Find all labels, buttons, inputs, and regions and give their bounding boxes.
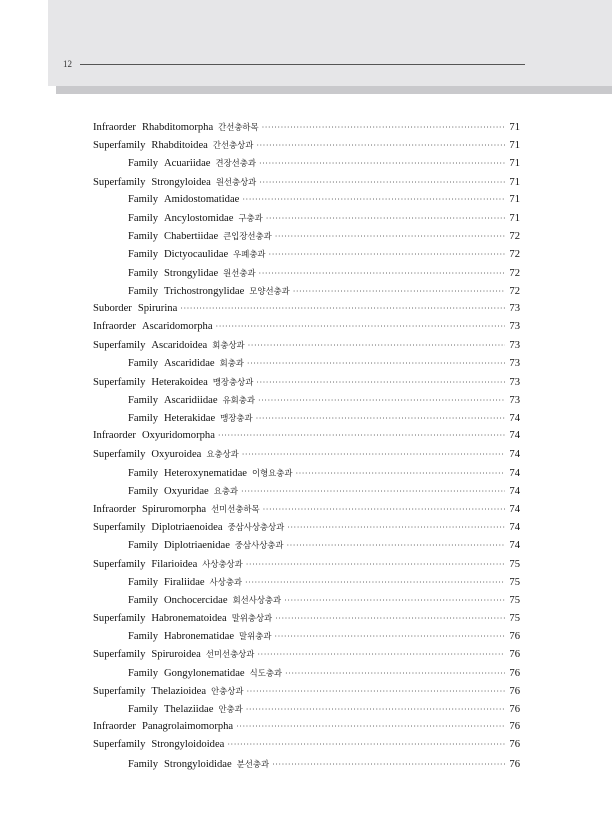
toc-entry-page-number: 73 — [509, 358, 520, 370]
toc-entry — [93, 558, 520, 576]
page-header-band — [48, 0, 612, 86]
toc-entry — [93, 467, 520, 485]
toc-entry — [93, 321, 520, 339]
toc-dot-leader — [242, 195, 505, 204]
toc-entry — [93, 303, 520, 321]
toc-entry — [93, 212, 520, 230]
toc-dot-leader — [236, 722, 505, 731]
toc-dot-leader — [295, 469, 505, 478]
toc-entry-taxon-name: Panagrolaimomorpha — [141, 721, 234, 733]
toc-entry — [93, 121, 520, 139]
toc-entry-rank: Superfamily — [93, 340, 146, 352]
toc-entry-rank: Family — [128, 285, 159, 297]
toc-entry-korean-name: 선미선충하목 — [211, 503, 260, 514]
toc-entry-rank: Family — [128, 704, 159, 715]
toc-entry-page-number: 71 — [509, 212, 520, 224]
toc-entry — [93, 576, 520, 594]
toc-entry-taxon-name: Heterakidae — [164, 413, 216, 424]
toc-entry-rank: Superfamily — [93, 613, 146, 625]
toc-entry — [93, 394, 520, 412]
toc-entry-rank: Family — [128, 249, 159, 261]
toc-dot-leader — [275, 614, 505, 623]
toc-entry — [93, 539, 520, 557]
toc-dot-leader — [263, 505, 505, 514]
toc-entry-page-number: 74 — [509, 522, 520, 534]
toc-entry-taxon-name: Oxyuridomorpha — [141, 430, 215, 442]
toc-entry-page-number: 73 — [509, 376, 520, 388]
toc-entry — [93, 248, 520, 266]
toc-entry-rank: Family — [128, 394, 159, 406]
toc-dot-leader — [284, 596, 505, 605]
toc-dot-leader — [246, 560, 505, 569]
toc-entry-korean-name: 간선충상과 — [212, 140, 254, 151]
toc-dot-leader — [246, 705, 505, 714]
toc-entry-rank: Suborder — [93, 302, 132, 314]
toc-entry-rank: Infraorder — [93, 503, 136, 515]
toc-entry — [93, 412, 520, 430]
toc-entry — [93, 612, 520, 630]
toc-entry-korean-name: 원선충과 — [223, 267, 256, 278]
toc-entry — [93, 758, 520, 776]
toc-dot-leader — [242, 450, 505, 459]
toc-entry-page-number: 74 — [509, 430, 520, 442]
table-of-contents — [93, 121, 520, 776]
toc-entry-rank: Family — [128, 158, 159, 170]
toc-entry-rank: Family — [128, 631, 159, 643]
toc-entry-taxon-name: Chabertiidae — [164, 231, 219, 243]
toc-entry-korean-name: 식도충과 — [249, 667, 283, 678]
toc-entry-rank: Family — [128, 485, 159, 497]
toc-dot-leader — [262, 123, 505, 132]
toc-entry-page-number: 76 — [509, 758, 520, 770]
page-header-shadow — [56, 86, 612, 94]
toc-entry-korean-name: 회충과 — [219, 358, 244, 369]
toc-entry-page-number: 75 — [509, 613, 520, 625]
toc-dot-leader — [256, 414, 505, 423]
toc-entry-taxon-name: Diplotriaenoidea — [151, 522, 223, 534]
toc-entry-taxon-name: Heterakoidea — [151, 376, 208, 388]
toc-entry-taxon-name: Habronematoidea — [151, 613, 227, 625]
toc-entry — [93, 194, 520, 212]
toc-entry-taxon-name: Rhabditomorpha — [141, 122, 214, 133]
toc-dot-leader — [248, 341, 505, 350]
toc-entry — [93, 485, 520, 503]
toc-entry-rank: Superfamily — [93, 685, 146, 697]
toc-entry-rank: Superfamily — [93, 176, 146, 188]
toc-entry-korean-name: 유회충과 — [222, 394, 255, 405]
toc-entry-rank: Infraorder — [93, 321, 136, 333]
toc-entry — [93, 630, 520, 648]
toc-entry-korean-name: 선미선충상과 — [205, 649, 255, 660]
toc-entry-taxon-name: Ascarididae — [164, 358, 215, 370]
toc-dot-leader — [256, 141, 505, 150]
header-rule — [80, 64, 525, 65]
toc-dot-leader — [259, 159, 505, 168]
toc-entry — [93, 594, 520, 612]
page-number: 12 — [63, 59, 72, 69]
toc-entry-taxon-name: Oxyuridae — [164, 485, 209, 497]
toc-entry-rank: Family — [128, 413, 159, 424]
toc-entry-page-number: 74 — [509, 503, 520, 515]
toc-dot-leader — [246, 687, 505, 696]
toc-entry-korean-name: 모양선충과 — [249, 285, 290, 296]
toc-entry-page-number: 76 — [509, 649, 520, 661]
toc-dot-leader — [218, 431, 505, 440]
toc-entry-page-number: 72 — [509, 231, 520, 243]
toc-entry — [93, 139, 520, 157]
toc-dot-leader — [257, 650, 505, 659]
toc-entry-page-number: 73 — [509, 302, 520, 314]
toc-entry — [93, 176, 520, 194]
toc-entry — [93, 739, 520, 757]
toc-entry-page-number: 72 — [509, 267, 520, 279]
toc-entry — [93, 357, 520, 375]
toc-entry-taxon-name: Firaliidae — [164, 576, 205, 588]
toc-entry-page-number: 74 — [509, 540, 520, 552]
toc-entry-korean-name: 구충과 — [238, 212, 263, 223]
toc-dot-leader — [227, 740, 505, 749]
toc-entry-taxon-name: Oxyuroidea — [151, 449, 202, 461]
toc-entry — [93, 503, 520, 521]
toc-entry-korean-name: 사상충과 — [209, 576, 243, 587]
toc-dot-leader — [266, 214, 505, 223]
toc-entry-korean-name: 회선사상충과 — [232, 594, 282, 605]
toc-entry-korean-name: 회충상과 — [212, 340, 245, 351]
toc-entry-page-number: 76 — [509, 739, 520, 751]
toc-entry-rank: Superfamily — [93, 449, 146, 461]
toc-entry-page-number: 71 — [509, 140, 520, 152]
toc-entry-rank: Family — [128, 576, 159, 588]
toc-entry — [93, 267, 520, 285]
toc-entry-rank: Family — [128, 212, 159, 224]
toc-dot-leader — [256, 378, 505, 387]
toc-entry — [93, 157, 520, 175]
toc-dot-leader — [293, 287, 505, 296]
toc-entry-taxon-name: Heteroxynematidae — [164, 467, 247, 479]
toc-entry-page-number: 74 — [509, 467, 520, 479]
toc-entry — [93, 685, 520, 703]
toc-dot-leader — [285, 669, 505, 678]
toc-entry-korean-name: 안충상과 — [211, 685, 244, 696]
toc-entry-korean-name: 사상충상과 — [202, 558, 243, 569]
toc-entry-page-number: 76 — [509, 721, 520, 733]
toc-entry-page-number: 76 — [509, 704, 520, 715]
toc-entry-taxon-name: Acuariidae — [164, 158, 211, 170]
toc-entry-korean-name: 맹장충과 — [220, 413, 253, 423]
toc-entry — [93, 521, 520, 539]
toc-entry-taxon-name: Ascaridoidea — [151, 340, 208, 352]
toc-entry-taxon-name: Gongylonematidae — [164, 667, 245, 679]
toc-entry-korean-name: 말위충상과 — [231, 613, 273, 624]
toc-entry — [93, 703, 520, 721]
toc-entry-taxon-name: Spirurina — [137, 302, 178, 314]
toc-entry-taxon-name: Habronematidae — [164, 631, 235, 643]
toc-entry-taxon-name: Strongyloidoidea — [151, 739, 225, 751]
toc-entry-rank: Infraorder — [93, 430, 136, 442]
toc-dot-leader — [287, 523, 505, 532]
toc-entry-taxon-name: Amidostomatidae — [164, 193, 240, 205]
toc-entry-rank: Superfamily — [93, 140, 146, 152]
toc-entry-korean-name: 원선충상과 — [215, 176, 257, 187]
toc-entry-taxon-name: Ascaridomorpha — [141, 321, 213, 333]
toc-entry-rank: Family — [128, 758, 159, 770]
toc-entry — [93, 448, 520, 466]
toc-entry-korean-name: 말위충과 — [239, 631, 272, 642]
toc-entry-rank: Superfamily — [93, 376, 146, 388]
toc-entry-page-number: 74 — [509, 485, 520, 497]
toc-entry-taxon-name: Thelazioidea — [151, 685, 207, 697]
toc-entry-korean-name: 우폐충과 — [233, 249, 266, 260]
toc-entry-page-number: 75 — [509, 576, 520, 588]
toc-entry-korean-name: 중삼사상충상과 — [227, 522, 285, 533]
toc-entry — [93, 648, 520, 666]
toc-entry-rank: Family — [128, 467, 159, 479]
toc-entry-taxon-name: Diplotriaenidae — [164, 540, 230, 552]
toc-entry-taxon-name: Trichostrongylidae — [164, 285, 245, 297]
toc-entry-page-number: 71 — [509, 158, 520, 170]
toc-dot-leader — [241, 487, 505, 496]
toc-dot-leader — [259, 178, 505, 187]
toc-entry-rank: Family — [128, 594, 159, 606]
toc-dot-leader — [269, 250, 505, 259]
toc-entry-page-number: 72 — [509, 249, 520, 261]
toc-entry-rank: Family — [128, 540, 159, 552]
toc-entry-page-number: 76 — [509, 667, 520, 679]
toc-entry-taxon-name: Strongyloididae — [164, 758, 232, 770]
toc-entry-korean-name: 분선충과 — [236, 758, 270, 769]
toc-entry-korean-name: 요충과 — [213, 485, 239, 496]
toc-entry-rank: Family — [128, 358, 159, 370]
toc-entry-taxon-name: Ascaridiidae — [164, 394, 218, 406]
toc-entry-korean-name: 중삼사상충과 — [234, 540, 284, 551]
toc-dot-leader — [274, 632, 505, 641]
toc-dot-leader — [258, 396, 505, 405]
toc-entry-korean-name: 맹장충상과 — [212, 376, 254, 387]
toc-entry-taxon-name: Ancylostomidae — [164, 212, 234, 224]
toc-dot-leader — [245, 578, 505, 587]
toc-entry-taxon-name: Onchocercidae — [164, 594, 228, 606]
toc-dot-leader — [259, 269, 505, 278]
toc-entry-page-number: 73 — [509, 321, 520, 333]
toc-entry-korean-name: 요충상과 — [206, 449, 239, 460]
toc-entry-korean-name: 안충과 — [218, 704, 243, 714]
toc-entry-page-number: 76 — [509, 631, 520, 643]
toc-entry-taxon-name: Thelaziidae — [164, 704, 214, 715]
toc-entry-rank: Infraorder — [93, 122, 136, 133]
toc-entry-page-number: 75 — [509, 558, 520, 570]
toc-entry-taxon-name: Filarioidea — [151, 558, 198, 570]
toc-entry-taxon-name: Spiruroidea — [151, 649, 201, 661]
toc-entry-rank: Superfamily — [93, 649, 146, 661]
toc-entry-taxon-name: Dictyocaulidae — [164, 249, 229, 261]
toc-dot-leader — [216, 322, 505, 331]
toc-entry — [93, 721, 520, 739]
toc-entry-rank: Family — [128, 667, 159, 679]
toc-entry-rank: Family — [128, 231, 159, 243]
toc-dot-leader — [272, 760, 505, 769]
toc-entry-page-number: 76 — [509, 685, 520, 697]
toc-entry-page-number: 71 — [509, 193, 520, 205]
toc-entry-korean-name: 견장선충과 — [215, 158, 256, 169]
toc-entry-page-number: 75 — [509, 594, 520, 606]
toc-entry-rank: Superfamily — [93, 522, 146, 534]
toc-entry-korean-name: 간선충하목 — [218, 122, 259, 132]
toc-entry-taxon-name: Spiruromorpha — [141, 503, 207, 515]
toc-entry-taxon-name: Strongyloidea — [151, 176, 211, 188]
toc-entry-rank: Family — [128, 193, 159, 205]
toc-entry-korean-name: 큰입장선충과 — [223, 231, 272, 242]
toc-entry — [93, 230, 520, 248]
toc-entry-page-number: 71 — [509, 122, 520, 133]
toc-entry — [93, 376, 520, 394]
toc-entry-rank: Family — [128, 267, 159, 279]
toc-entry-page-number: 74 — [509, 449, 520, 461]
toc-entry-page-number: 71 — [509, 176, 520, 188]
toc-dot-leader — [275, 232, 505, 241]
toc-entry-rank: Infraorder — [93, 721, 136, 733]
toc-entry-korean-name: 이형요충과 — [251, 467, 293, 478]
toc-entry-page-number: 73 — [509, 394, 520, 406]
toc-entry-taxon-name: Strongylidae — [164, 267, 219, 279]
toc-dot-leader — [180, 304, 505, 313]
toc-dot-leader — [247, 359, 505, 368]
toc-entry-page-number: 72 — [509, 285, 520, 297]
toc-entry — [93, 667, 520, 685]
toc-entry-page-number: 73 — [509, 340, 520, 352]
toc-entry-rank: Superfamily — [93, 558, 146, 570]
toc-entry — [93, 339, 520, 357]
toc-dot-leader — [286, 541, 505, 550]
toc-entry-taxon-name: Rhabditoidea — [151, 140, 208, 152]
toc-entry-rank: Superfamily — [93, 739, 146, 751]
toc-entry — [93, 430, 520, 448]
toc-entry — [93, 285, 520, 303]
toc-entry-page-number: 74 — [509, 413, 520, 424]
